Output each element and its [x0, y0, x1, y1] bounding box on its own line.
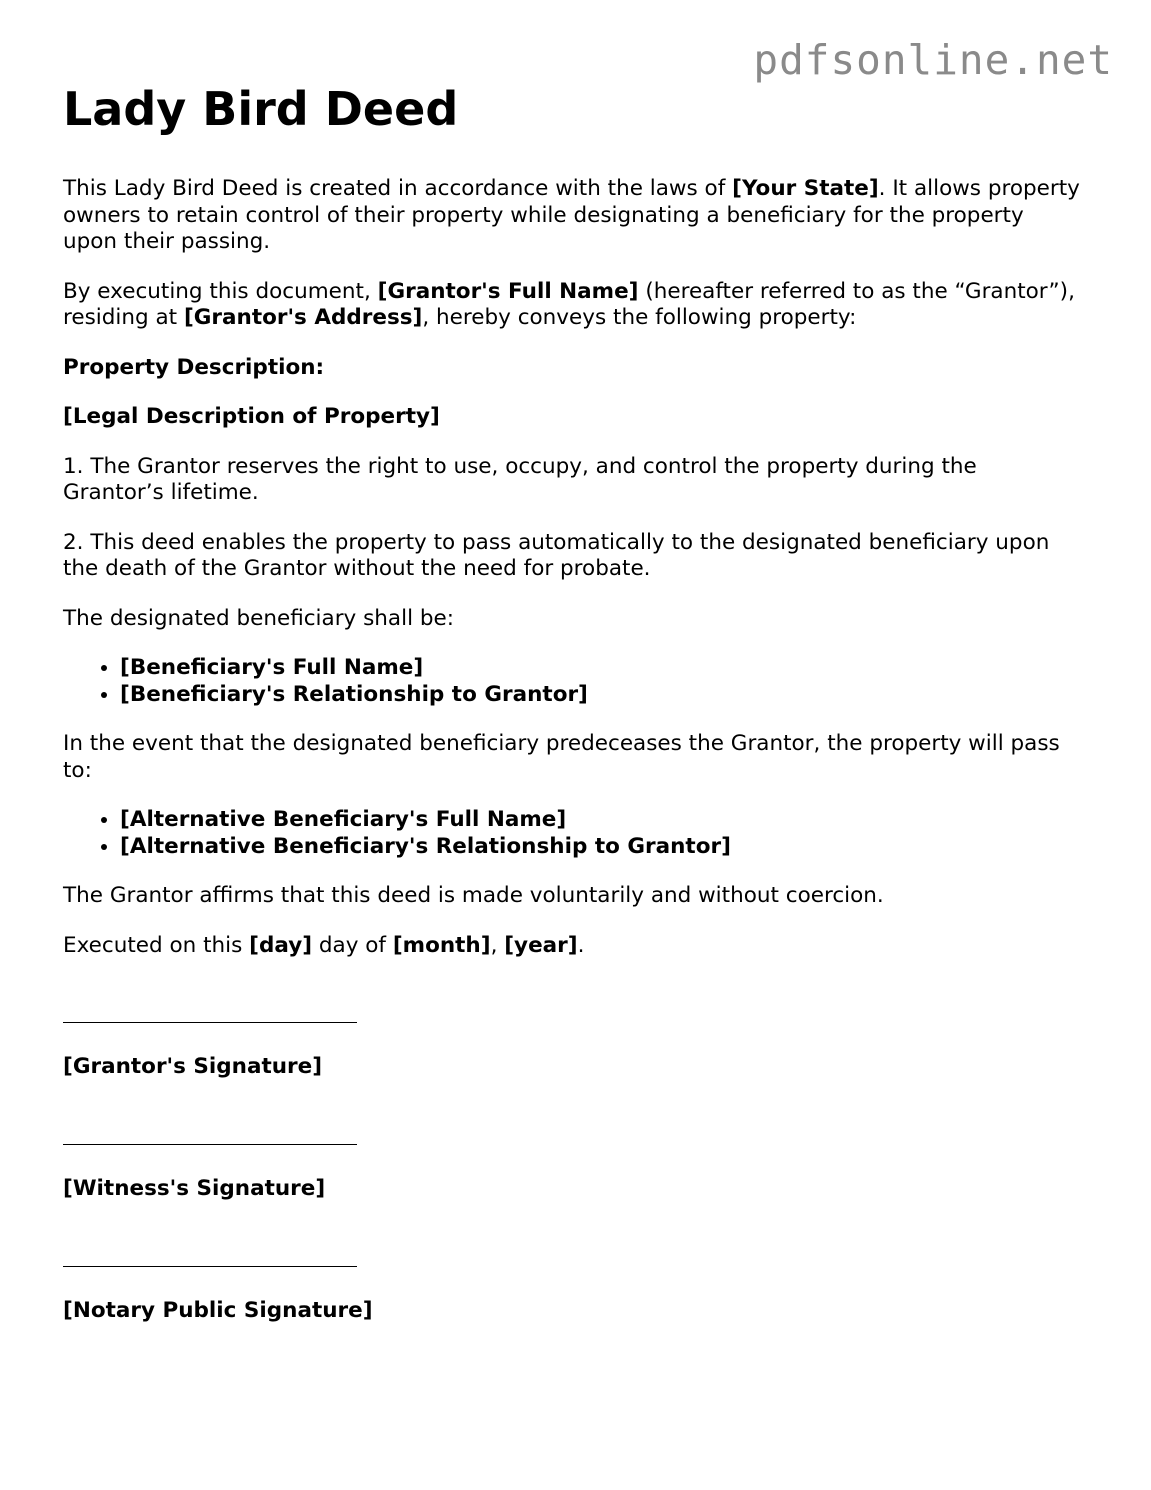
conveyance-text-mid: (hereafter referred to as the “Grantor”), residing at	[63, 278, 1075, 330]
notary-signature-line[interactable]	[63, 1248, 1083, 1275]
month-placeholder: [month]	[392, 932, 491, 958]
grantor-name-placeholder: [Grantor's Full Name]	[377, 278, 639, 304]
clause-2: 2. This deed enables the property to pass automatically to the designated beneficiary upon the death of the Grantor without the need for probate.	[63, 529, 1050, 581]
beneficiary-intro: The designated beneficiary shall be:	[63, 605, 454, 631]
property-heading	[63, 355, 1083, 382]
state-placeholder: [Your State]	[732, 176, 879, 201]
legal-description	[63, 404, 1083, 431]
execution-text-mid: day of	[312, 932, 393, 958]
intro-paragraph	[63, 176, 1083, 256]
conveyance-text-end: , hereby conveys the following property:	[422, 305, 857, 330]
list-item: • [Alternative Beneficiary's Full Name]	[120, 807, 1083, 834]
watermark: pdfsonline.net	[753, 36, 1113, 84]
execution-period: .	[577, 932, 585, 958]
execution-text: Executed on this	[63, 932, 250, 958]
list-item: • [Beneficiary's Relationship to Grantor]	[120, 682, 1083, 709]
list-item: • [Beneficiary's Full Name]	[120, 655, 1083, 682]
intro-text: This Lady Bird Deed is created in accordance with the laws of	[63, 176, 733, 201]
document-title: Lady Bird Deed	[63, 82, 459, 136]
list-item: • [Alternative Beneficiary's Relationship to Grantor]	[120, 834, 1083, 861]
conveyance-paragraph	[63, 279, 1083, 332]
grantor-address-placeholder: [Grantor's Address]	[183, 305, 423, 330]
conveyance-text: By executing this document,	[63, 278, 378, 304]
day-placeholder: [day]	[249, 932, 313, 958]
affirmation: The Grantor affirms that this deed is made voluntarily and without coercion.	[63, 883, 884, 908]
intro-text-end: . It allows property owners to retain control of their property while designating a beneficiary for the property upon their passing.	[63, 176, 1080, 254]
alternative-intro: In the event that the designated beneficiary predeceases the Grantor, the property will pass to:	[63, 731, 1060, 783]
property-heading-text: Property Description:	[63, 354, 325, 380]
legal-description-placeholder: [Legal Description of Property]	[63, 404, 440, 429]
grantor-signature-label: [Grantor's Signature]	[63, 1053, 323, 1079]
grantor-signature-line[interactable]	[63, 1004, 1083, 1031]
witness-signature-line[interactable]	[63, 1126, 1083, 1153]
execution-comma: ,	[490, 932, 505, 958]
year-placeholder: [year]	[504, 932, 578, 958]
beneficiary-list	[63, 655, 1083, 708]
document-page	[63, 78, 1083, 1370]
notary-signature-label: [Notary Public Signature]	[63, 1297, 373, 1323]
execution-date	[63, 933, 1083, 960]
clause-1: 1. The Grantor reserves the right to use, occupy, and control the property during the Grantor’s lifetime.	[63, 453, 977, 505]
alternative-beneficiary-list	[63, 807, 1083, 860]
witness-signature-label: [Witness's Signature]	[63, 1175, 326, 1201]
